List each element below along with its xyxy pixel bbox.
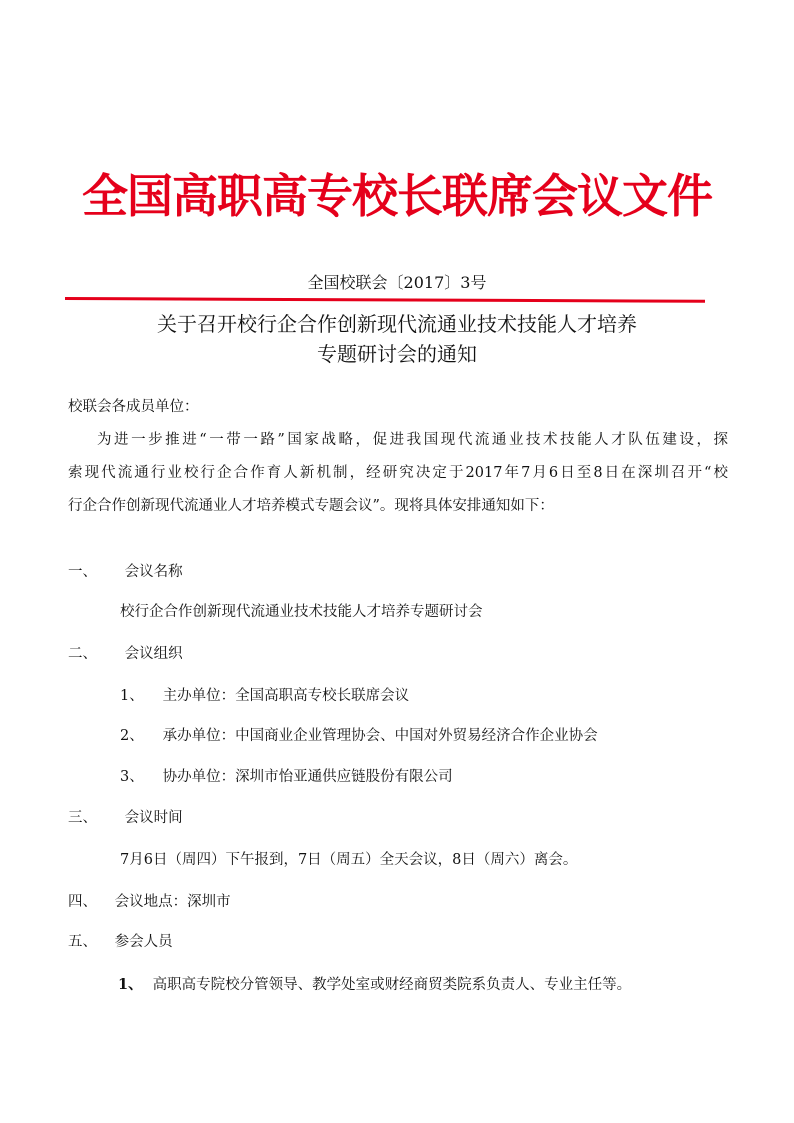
section-2-title: 会议组织	[124, 646, 183, 662]
section-1-body: 校行企合作创新现代流通业技术技能人才培养专题研讨会	[120, 604, 483, 620]
section-5-item-1-text: 高职高专院校分管领导、教学处室或财经商贸类院系负责人、专业主任等。	[152, 977, 632, 993]
section-4-title: 会议地点：深圳市	[114, 894, 231, 910]
section-2-number: 二、	[68, 646, 97, 662]
intro-line-1: 为进一步推进“一带一路”国家战略，促进我国现代流通业技术技能人才队伍建设，探	[97, 432, 728, 448]
section-3-heading	[68, 806, 183, 827]
intro-line-3: 行企合作创新现代流通业人才培养模式专题会议”。现将具体安排通知如下：	[68, 498, 554, 514]
intro-paragraph	[68, 424, 728, 523]
section-2-heading	[68, 642, 183, 663]
section-2-item-1	[120, 684, 409, 705]
section-5-item-1-number: 1、	[118, 976, 143, 993]
section-3-number: 三、	[68, 810, 97, 826]
section-3-title: 会议时间	[124, 810, 183, 826]
section-4-number: 四、	[68, 894, 97, 910]
section-2-item-1-text: 主办单位：全国高职高专校长联席会议	[162, 688, 410, 704]
section-4-heading	[68, 890, 231, 911]
section-2-item-2-number: 2、	[120, 728, 144, 744]
intro-line-2: 索现代流通行业校行企合作育人新机制，经研究决定于2017年7月6日至8日在深圳召开“校	[68, 465, 728, 481]
masthead-title: 全国高职高专校长联席会议文件	[82, 169, 712, 223]
section-3-body: 7月6日（周四）下午报到，7日（周五）全天会议，8日（周六）离会。	[120, 852, 578, 868]
section-1-heading	[68, 560, 183, 581]
section-2-item-3-text: 协办单位：深圳市怡亚通供应链股份有限公司	[162, 769, 453, 785]
salutation: 校联会各成员单位：	[68, 399, 199, 415]
section-1-number: 一、	[68, 564, 97, 580]
section-2-item-3-number: 3、	[120, 769, 144, 785]
document-number: 全国校联会〔2017〕3号	[307, 273, 487, 292]
notice-title-line-1: 关于召开校行企合作创新现代流通业技术技能人才培养	[157, 312, 637, 336]
section-2-item-1-number: 1、	[120, 688, 144, 704]
section-5-item-1	[118, 973, 631, 994]
red-divider-line	[65, 297, 705, 303]
section-2-item-2	[120, 724, 598, 745]
section-5-number: 五、	[68, 934, 97, 950]
section-1-title: 会议名称	[124, 564, 183, 580]
section-2-item-3	[120, 765, 453, 786]
section-2-item-2-text: 承办单位：中国商业企业管理协会、中国对外贸易经济合作企业协会	[162, 728, 598, 744]
section-5-title: 参会人员	[114, 934, 173, 950]
notice-title-line-2: 专题研讨会的通知	[317, 342, 477, 366]
section-5-heading	[68, 930, 173, 951]
